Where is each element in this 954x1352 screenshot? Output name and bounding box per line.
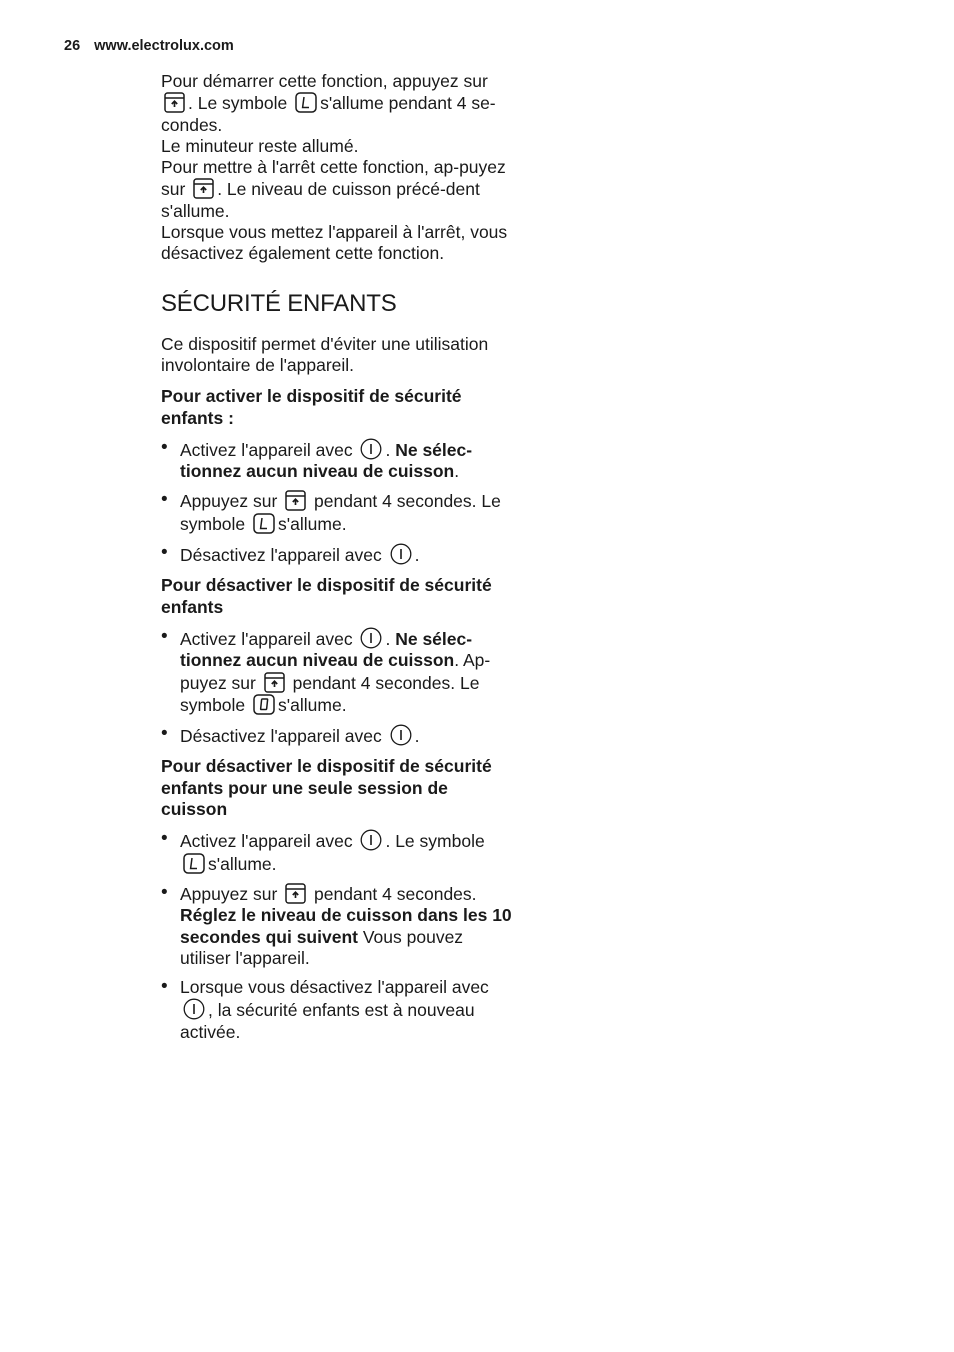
page-number: 26 xyxy=(64,38,81,54)
on-off-icon xyxy=(390,724,412,746)
list-item: • Appuyez sur pendant 4 secondes. Réglez le niveau de cuisson dans les 10 secondes qui suivent Vous pouvez utiliser l'appareil. xyxy=(161,883,513,969)
list-item: • Activez l'appareil avec . Ne sélec-tionnez aucun niveau de cuisson. xyxy=(161,438,513,483)
lock-key-icon xyxy=(264,672,285,693)
display-l-icon xyxy=(253,513,275,534)
list-item: • Lorsque vous désactivez l'appareil avec , la sécurité enfants est à nouveau activée. xyxy=(161,977,513,1043)
display-l-icon xyxy=(183,853,205,874)
intro-paragraph-2: Le minuteur reste allumé. xyxy=(161,135,359,156)
content-column xyxy=(161,71,513,1052)
on-off-icon xyxy=(360,438,382,460)
on-off-icon xyxy=(360,829,382,851)
on-off-icon xyxy=(183,998,205,1020)
intro-paragraph-1: Pour démarrer cette fonction, appuyez sur . Le symbole s'allume pendant 4 se-condes. xyxy=(161,71,496,135)
page-header xyxy=(64,38,234,54)
single-session-list xyxy=(161,829,513,1043)
lock-key-icon xyxy=(285,490,306,511)
deactivate-list xyxy=(161,627,513,747)
website-url: www.electrolux.com xyxy=(94,38,234,54)
section-title: SÉCURITÉ ENFANTS xyxy=(161,289,397,317)
single-session-title: Pour désactiver le dispositif de sécurité enfants pour une seule session de cuisson xyxy=(161,756,492,820)
list-item: • Appuyez sur pendant 4 secondes. Le symbole s'allume. xyxy=(161,490,513,535)
activate-title: Pour activer le dispositif de sécurité enfants : xyxy=(161,386,462,428)
lock-key-icon xyxy=(193,178,214,199)
lock-key-icon xyxy=(285,883,306,904)
intro-paragraph-3: Pour mettre à l'arrêt cette fonction, ap-puyez sur . Le niveau de cuisson précé-dent s'allume. xyxy=(161,157,506,221)
deactivate-title: Pour désactiver le dispositif de sécurité enfants xyxy=(161,575,492,617)
list-item: • Activez l'appareil avec . Le symbole s'allume. xyxy=(161,829,513,875)
list-item: • Désactivez l'appareil avec . xyxy=(161,543,513,566)
activate-list xyxy=(161,438,513,566)
lock-key-icon xyxy=(164,92,185,113)
on-off-icon xyxy=(360,627,382,649)
display-l-icon xyxy=(295,92,317,113)
section-description: Ce dispositif permet d'éviter une utilisation involontaire de l'appareil. xyxy=(161,333,489,375)
on-off-icon xyxy=(390,543,412,565)
list-item: • Désactivez l'appareil avec . xyxy=(161,724,513,747)
display-0-icon xyxy=(253,694,275,715)
list-item: • Activez l'appareil avec . Ne sélec-tionnez aucun niveau de cuisson. Ap-puyez sur pendant 4 secondes. Le symbole s'allume. xyxy=(161,627,513,716)
intro-paragraph-4: Lorsque vous mettez l'appareil à l'arrêt, vous désactivez également cette fonction. xyxy=(161,222,508,264)
